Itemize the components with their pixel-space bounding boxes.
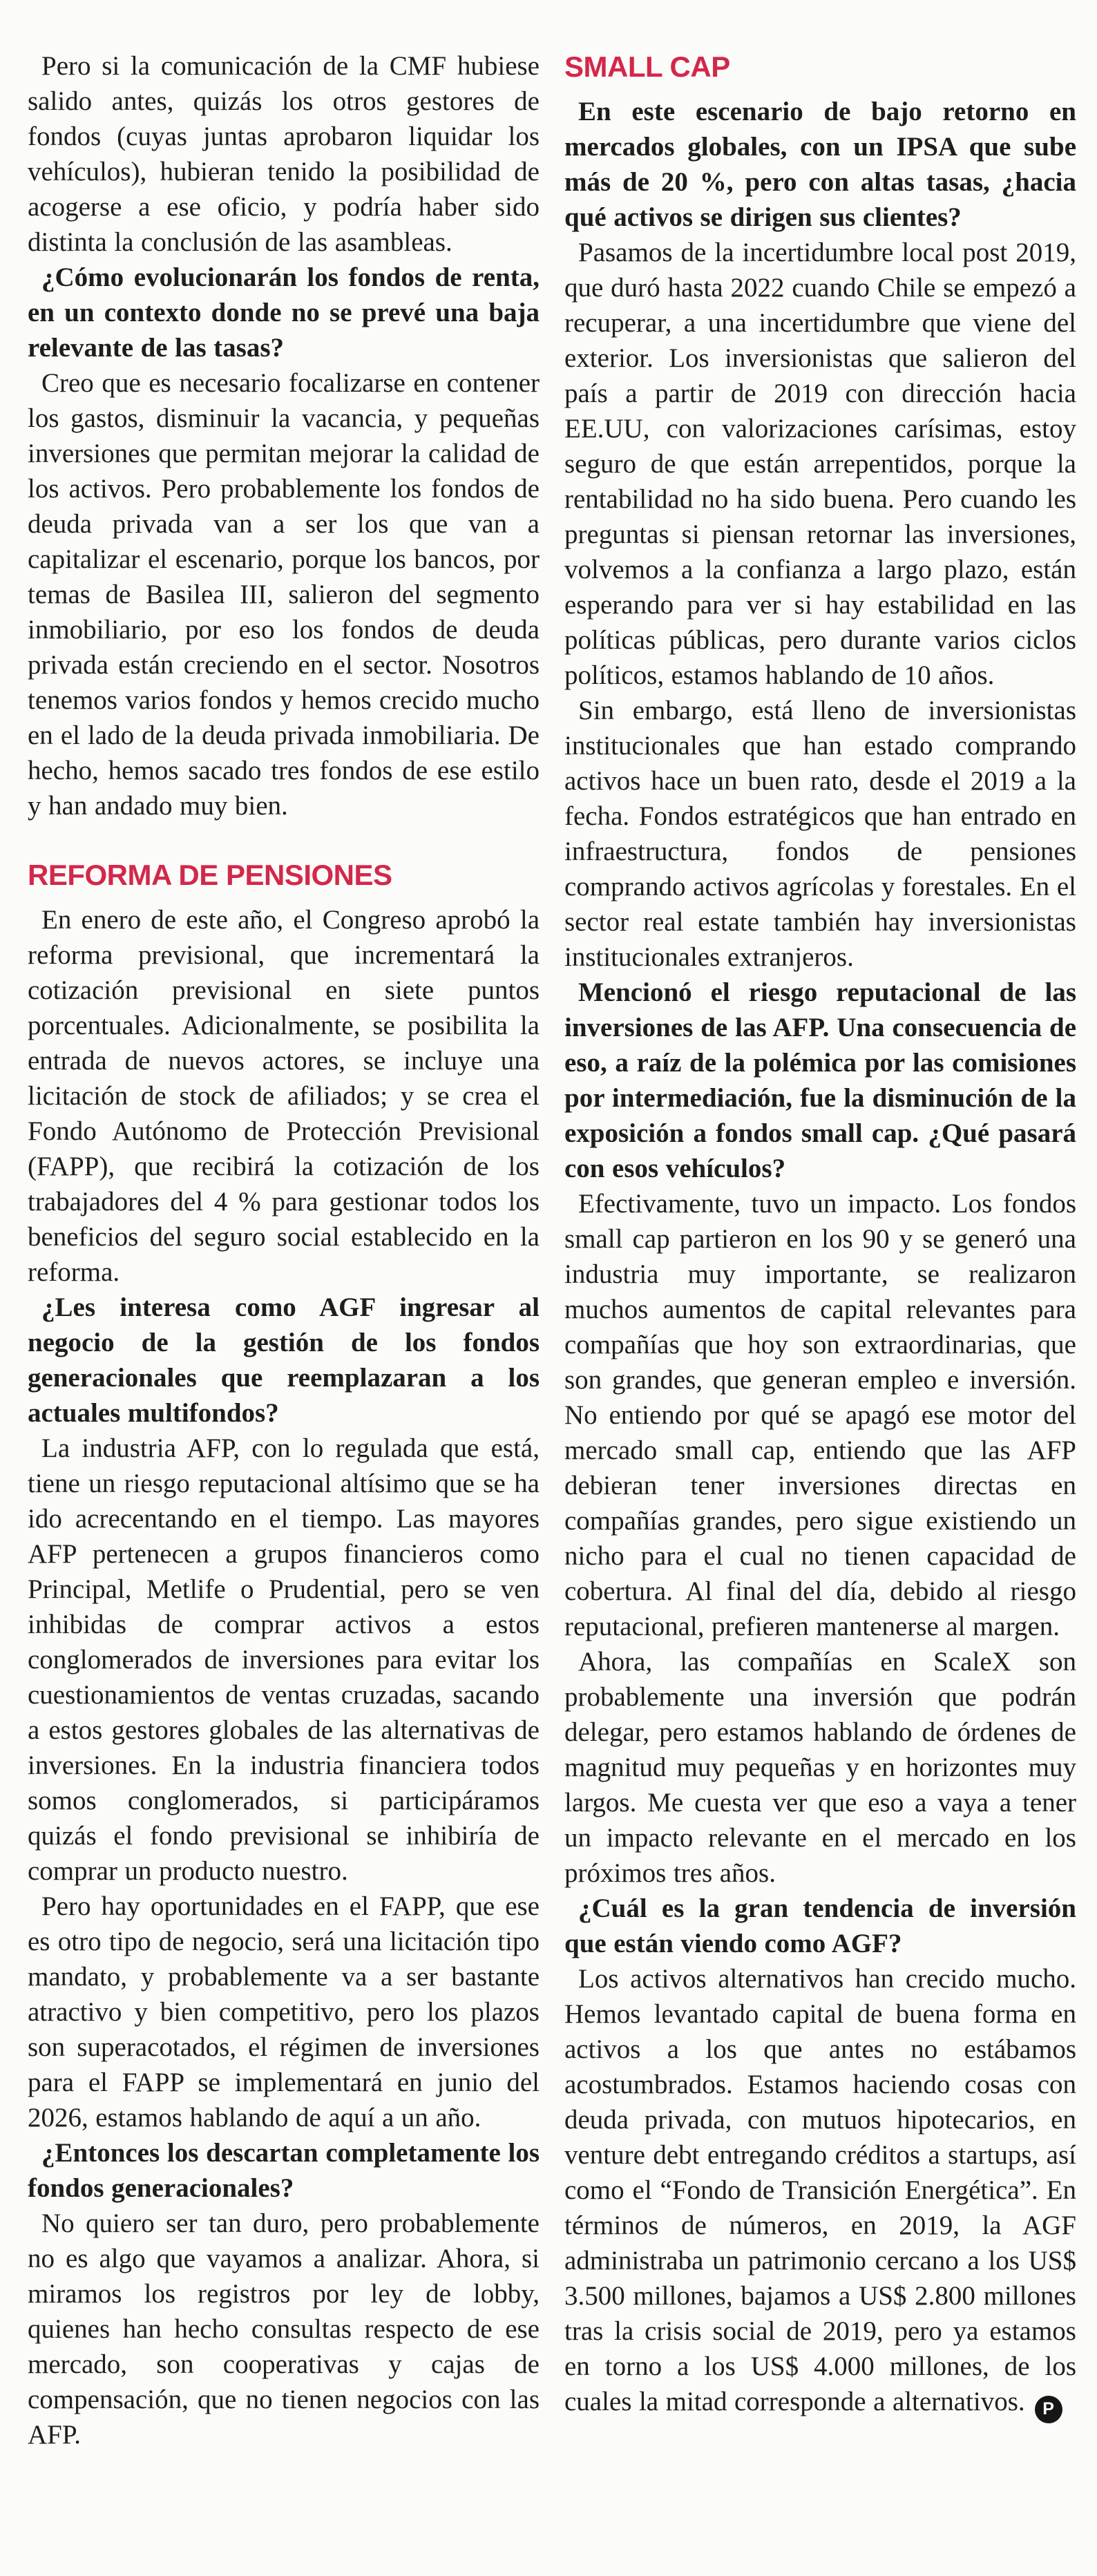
interview-question: ¿Les interesa como AGF ingresar al negocio de la gestión de los fondos generacionales que reemplazaran a los actuales multifondos? (28, 1292, 540, 1428)
article-paragraph: Efectivamente, tuvo un impacto. Los fondos small cap partieron en los 90 y se generó una industria muy importante, se realizaron muchos aumentos de capital relevantes para compañías que hoy son extraordinarias, que son grandes, que generan empleo e inversión. No entiendo por qué se apagó ese motor del mercado small cap, entiendo que las AFP debieran tener inversiones directas en compañías grandes, pero sigue existiendo un nicho para el cual no tienen capacidad de cobertura. Al final del día, debido al riesgo reputacional, prefieren mantenerse al margen. (564, 1189, 1076, 1641)
interview-question: ¿Cómo evolucionarán los fondos de renta, en un contexto donde no se prevé una baja relevante de las tasas? (28, 263, 540, 363)
section-heading-reforma-de-pensiones: REFORMA DE PENSIONES (28, 859, 392, 891)
article-paragraph: Ahora, las compañías en ScaleX son probablemente una inversión que podrán delegar, pero estamos hablando de órdenes de magnitud muy pequeñas y en horizontes muy largos. Me cuesta ver que eso a vaya a tener un impacto relevante en el mercado en los próximos tres años. (564, 1647, 1076, 1888)
article-paragraph: En enero de este año, el Congreso aprobó la reforma previsional, que incrementará la cotización previsional en siete puntos porcentuales. Adicionalmente, se posibilita la entrada de nuevos actores, se incluye una licitación de stock de afiliados; y se crea el Fondo Autónomo de Protección Previsional (FAPP), que recibirá la cotización de los trabajadores del 4 % para gestionar todos los beneficios del seguro social establecido en la reforma. (28, 905, 540, 1287)
article-paragraph: No quiero ser tan duro, pero probablemente no es algo que vayamos a analizar. Ahora, si miramos los registros por ley de lobby, quienes han hecho consultas respecto de ese mercado, son cooperativas y cajas de compensación, que no tienen negocios con las AFP. (28, 2208, 540, 2450)
article-paragraph: Creo que es necesario focalizarse en contener los gastos, disminuir la vacancia, y pequeñas inversiones que permitan mejorar la calidad de los activos. Pero probablemente los fondos de deuda privada van a ser los que van a capitalizar el escenario, porque los bancos, por temas de Basilea III, salieron del segmento inmobiliario, por eso los fondos de deuda privada están creciendo en el sector. Nosotros tenemos varios fondos y hemos crecido mucho en el lado de la deuda privada inmobiliaria. De hecho, hemos sacado tres fondos de ese estilo y han andado muy bien. (28, 368, 540, 821)
article-paragraph: La industria AFP, con lo regulada que está, tiene un riesgo reputacional altísimo que se ha ido acrecentando en el tiempo. Las mayores AFP pertenecen a grupos financieros como Principal, Metlife o Prudential, pero se ven inhibidas de comprar activos a estos conglomerados de inversiones para evitar los cuestionamientos de ventas cruzadas, sacando a estos gestores globales de las alternativas de inversiones. En la industria financiera todos somos conglomerados, si participáramos quizás el fondo previsional se inhibiría de comprar un producto nuestro. (28, 1433, 540, 1886)
interview-question: Mencionó el riesgo reputacional de las inversiones de las AFP. Una consecuencia de eso, a raíz de la polémica por las comisiones por intermediación, fue la disminución de la exposición a fondos small cap. ¿Qué pasará con esos vehículos? (564, 977, 1076, 1183)
article-paragraph: Pero hay oportunidades en el FAPP, que ese es otro tipo de negocio, será una licitación tipo mandato, y probablemente va a ser bastante atractivo y bien competitivo, pero los plazos son superacotados, el régimen de inversiones para el FAPP se implementará en junio del 2026, estamos hablando de aquí a un año. (28, 1891, 540, 2133)
article-column-right (564, 48, 1076, 2535)
article-paragraph: Pasamos de la incertidumbre local post 2019, que duró hasta 2022 cuando Chile se empezó a recuperar, a una incertidumbre que viene del exterior. Los inversionistas que salieron del país a partir de 2019 con dirección hacia EE.UU, con valorizaciones carísimas, estoy seguro de que están arrepentidos, porque la rentabilidad no ha sido buena. Pero cuando les preguntas si piensan retornar las inversiones, volvemos a la confianza a largo plazo, están esperando para ver si hay estabilidad en las políticas públicas, pero durante varios ciclos políticos, estamos hablando de 10 años. (564, 238, 1076, 690)
article-paragraph: Pero si la comunicación de la CMF hubiese salido antes, quizás los otros gestores de fondos (cuyas juntas aprobaron liquidar los vehículos), hubieran tenido la posibilidad de acogerse a ese oficio, y podría haber sido distinta la conclusión de las asambleas. (28, 51, 540, 257)
article-paragraph: Los activos alternativos han crecido mucho. Hemos levantado capital de buena forma en activos a los que antes no estábamos acostumbrados. Estamos haciendo cosas con deuda privada, con mutuos hipotecarios, en venture debt entregando créditos a startups, así como el “Fondo de Transición Energética”. En términos de números, en 2019, la AGF administraba un patrimonio cercano a los US$ 3.500 millones, bajamos a US$ 2.800 millones tras la crisis social de 2019, pero ya estamos en torno a los US$ 4.000 millones, de los cuales la mitad corresponde a alternativos. P (564, 1961, 1076, 2423)
article-column-left (28, 48, 540, 2535)
section-heading-small-cap: SMALL CAP (564, 50, 730, 83)
interview-question: En este escenario de bajo retorno en mercados globales, con un IPSA que sube más de 20 %, pero con altas tasas, ¿hacia qué activos se dirigen sus clientes? (564, 97, 1076, 232)
publication-end-mark-icon: P (1035, 2396, 1062, 2423)
article-paragraph: Sin embargo, está lleno de inversionistas institucionales que han estado comprando activos hace un buen rato, desde el 2019 a la fecha. Fondos estratégicos que han entrado en infraestructura, fondos de pensiones comprando activos agrícolas y forestales. En el sector real estate también hay inversionistas institucionales extranjeros. (564, 696, 1076, 972)
interview-question: ¿Entonces los descartan completamente los fondos generacionales? (28, 2138, 540, 2203)
interview-question: ¿Cuál es la gran tendencia de inversión que están viendo como AGF? (564, 1893, 1076, 1958)
